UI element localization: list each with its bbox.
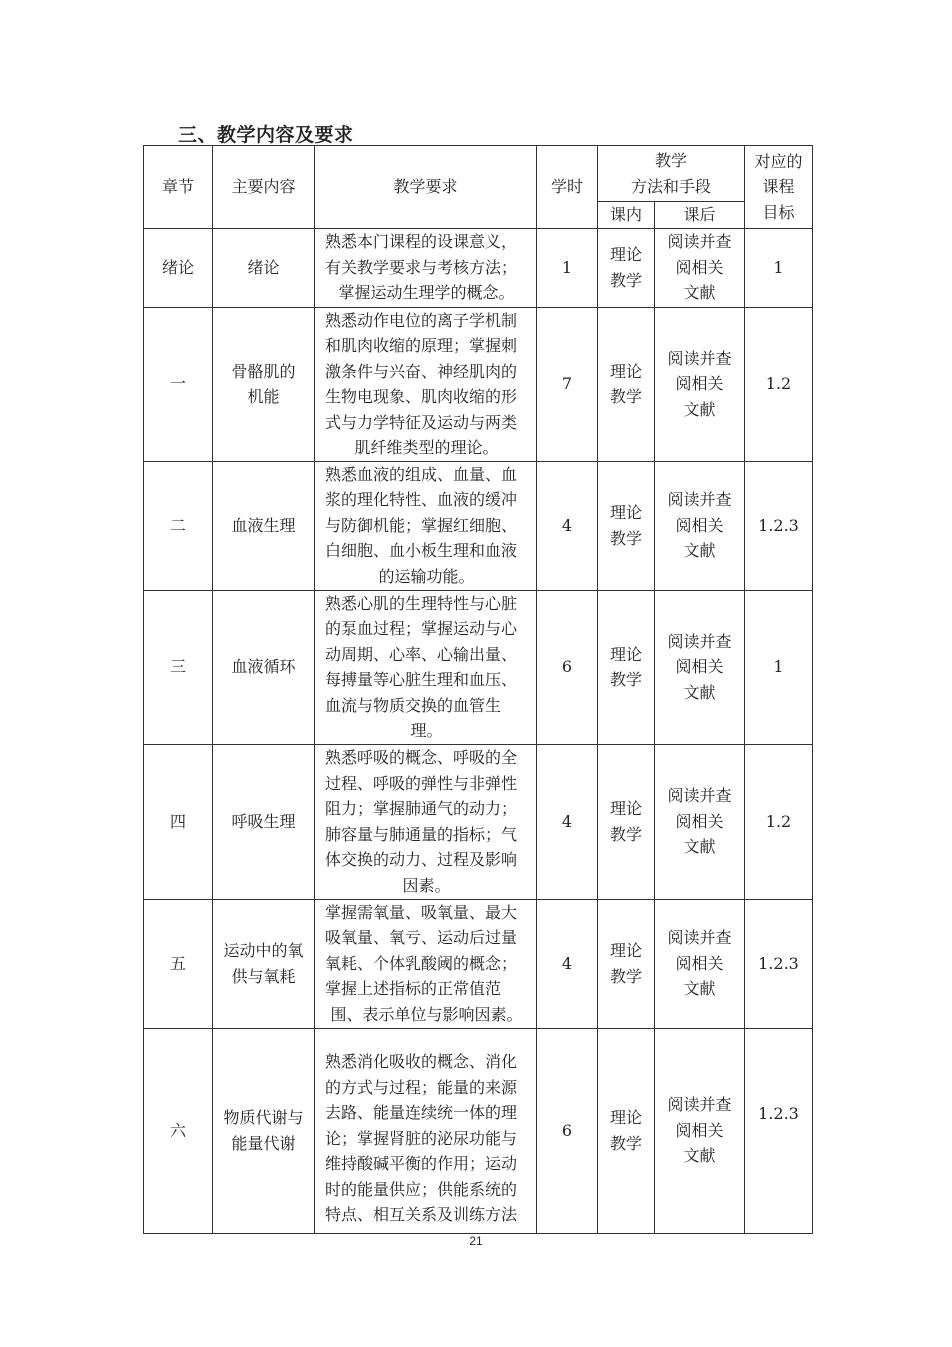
content-cell bbox=[213, 744, 315, 899]
after_class-line: 阅读并查 bbox=[667, 1095, 732, 1115]
in_class-line: 教学 bbox=[609, 966, 642, 986]
req-line: 的泵血过程；掌握运动与心 bbox=[325, 619, 518, 638]
in_class-line: 理论 bbox=[609, 941, 642, 960]
requirement-cell bbox=[315, 307, 537, 461]
req-line: 吸氧量、氧亏、运动后过量 bbox=[325, 928, 518, 948]
requirement-cell bbox=[315, 590, 537, 744]
header-method-line1: 教学 bbox=[654, 151, 687, 170]
req-line: 的运输功能。 bbox=[378, 566, 475, 586]
req-line: 维持酸碱平衡的作用；运动 bbox=[325, 1154, 518, 1174]
req-line: 激条件与兴奋、神经肌肉的 bbox=[325, 361, 518, 381]
after-class-cell bbox=[655, 590, 745, 744]
after_class-line: 阅相关 bbox=[675, 811, 724, 831]
req-line: 熟悉消化吸收的概念、消化 bbox=[325, 1052, 518, 1072]
in-class-cell bbox=[598, 899, 655, 1028]
after_class-line: 文献 bbox=[683, 1146, 716, 1166]
after_class-line: 阅相关 bbox=[675, 515, 724, 535]
chapter-cell: 一 bbox=[144, 307, 213, 461]
req-line: 生物电现象、肌肉收缩的形 bbox=[325, 387, 518, 406]
in_class-line: 理论 bbox=[609, 503, 642, 522]
content-line: 呼吸生理 bbox=[231, 811, 296, 831]
after_class-line: 阅读并查 bbox=[667, 348, 732, 368]
req-line: 的方式与过程；能量的来源 bbox=[325, 1077, 518, 1097]
req-line: 过程、呼吸的弹性与非弹性 bbox=[325, 773, 518, 793]
course-content-table bbox=[143, 145, 813, 1234]
req-line: 浆的理化特性、血液的缓冲 bbox=[325, 490, 518, 510]
req-line: 氧耗、个体乳酸阈的概念； bbox=[325, 953, 518, 973]
content-line: 供与氧耗 bbox=[231, 966, 296, 986]
hours-cell: 1 bbox=[537, 228, 598, 307]
req-line: 熟悉呼吸的概念、呼吸的全 bbox=[325, 748, 518, 767]
req-line: 和肌肉收缩的原理；掌握刺 bbox=[325, 336, 518, 355]
table-row bbox=[144, 228, 813, 307]
goal-cell: 1.2.3 bbox=[745, 461, 813, 590]
content-line: 物质代谢与 bbox=[223, 1108, 304, 1127]
after_class-line: 文献 bbox=[683, 283, 716, 303]
after_class-line: 文献 bbox=[683, 979, 716, 999]
after_class-line: 阅相关 bbox=[675, 257, 724, 277]
goal-cell: 1 bbox=[745, 590, 813, 744]
goal-cell: 1 bbox=[745, 228, 813, 307]
table-row bbox=[144, 461, 813, 590]
content-line: 能量代谢 bbox=[231, 1133, 296, 1153]
req-line: 体交换的动力、过程及影响 bbox=[325, 850, 518, 869]
hours-cell: 6 bbox=[537, 1028, 598, 1233]
table-row bbox=[144, 899, 813, 1028]
hours-cell: 7 bbox=[537, 307, 598, 461]
in_class-line: 教学 bbox=[609, 670, 642, 689]
table-row bbox=[144, 590, 813, 744]
requirement-cell bbox=[315, 1028, 537, 1233]
content-cell bbox=[213, 461, 315, 590]
chapter-cell: 二 bbox=[144, 461, 213, 590]
goal-cell: 1.2 bbox=[745, 744, 813, 899]
requirement-cell bbox=[315, 744, 537, 899]
content-line: 绪论 bbox=[247, 257, 280, 277]
req-line: 理。 bbox=[410, 721, 443, 740]
goal-cell: 1.2.3 bbox=[745, 899, 813, 1028]
header-in-class: 课内 bbox=[598, 202, 655, 229]
header-content: 主要内容 bbox=[213, 146, 315, 229]
after-class-cell bbox=[655, 1028, 745, 1233]
in-class-cell bbox=[598, 307, 655, 461]
req-line: 动周期、心率、心输出量、 bbox=[325, 644, 518, 664]
content-cell bbox=[213, 590, 315, 744]
content-line: 运动中的氧 bbox=[223, 941, 304, 960]
goal-cell: 1.2.3 bbox=[745, 1028, 813, 1233]
content-cell bbox=[213, 899, 315, 1028]
req-line: 血流与物质交换的血管生 bbox=[325, 695, 502, 715]
section-title: 三、教学内容及要求 bbox=[178, 124, 354, 146]
goal-cell: 1.2 bbox=[745, 307, 813, 461]
in-class-cell bbox=[598, 1028, 655, 1233]
requirement-cell bbox=[315, 461, 537, 590]
table-row bbox=[144, 307, 813, 461]
after-class-cell bbox=[655, 307, 745, 461]
in_class-line: 教学 bbox=[609, 1133, 642, 1153]
after_class-line: 阅读并查 bbox=[667, 232, 732, 252]
header-goal-line1: 对应的 bbox=[754, 151, 803, 171]
after_class-line: 阅读并查 bbox=[667, 631, 732, 651]
req-line: 阻力；掌握肺通气的动力； bbox=[325, 799, 518, 818]
chapter-cell: 六 bbox=[144, 1028, 213, 1233]
header-goal bbox=[745, 146, 813, 229]
chapter-cell: 绪论 bbox=[144, 228, 213, 307]
req-line: 熟悉动作电位的离子学机制 bbox=[325, 310, 518, 330]
after-class-cell bbox=[655, 744, 745, 899]
req-line: 围、表示单位与影响因素。 bbox=[330, 1004, 523, 1024]
header-goal-line3: 目标 bbox=[762, 202, 795, 222]
header-method bbox=[598, 146, 745, 202]
chapter-cell: 四 bbox=[144, 744, 213, 899]
after_class-line: 阅相关 bbox=[675, 1120, 724, 1140]
req-line: 论；掌握肾脏的泌尿功能与 bbox=[325, 1128, 518, 1148]
req-line: 因素。 bbox=[402, 875, 451, 895]
after_class-line: 阅相关 bbox=[675, 657, 724, 677]
requirement-cell bbox=[315, 899, 537, 1028]
req-line: 时的能量供应；供能系统的 bbox=[325, 1179, 518, 1199]
content-cell bbox=[213, 307, 315, 461]
content-line: 血液循环 bbox=[231, 657, 296, 677]
after_class-line: 文献 bbox=[683, 682, 716, 702]
in-class-cell bbox=[598, 228, 655, 307]
after-class-cell bbox=[655, 899, 745, 1028]
req-line: 掌握上述指标的正常值范 bbox=[325, 979, 502, 999]
req-line: 熟悉本门课程的设课意义， bbox=[325, 232, 518, 252]
in-class-cell bbox=[598, 590, 655, 744]
after_class-line: 阅相关 bbox=[675, 374, 724, 394]
header-method-line2: 方法和手段 bbox=[630, 176, 711, 196]
after_class-line: 阅相关 bbox=[675, 953, 724, 973]
content-line: 血液生理 bbox=[231, 515, 296, 535]
after-class-cell bbox=[655, 228, 745, 307]
header-after-class: 课后 bbox=[655, 202, 745, 229]
content-line: 机能 bbox=[247, 387, 280, 406]
content-cell bbox=[213, 228, 315, 307]
after_class-line: 阅读并查 bbox=[667, 786, 732, 806]
after_class-line: 文献 bbox=[683, 837, 716, 857]
after_class-line: 阅读并查 bbox=[667, 928, 732, 948]
chapter-cell: 五 bbox=[144, 899, 213, 1028]
in_class-line: 理论 bbox=[609, 799, 642, 818]
table-row bbox=[144, 744, 813, 899]
chapter-cell: 三 bbox=[144, 590, 213, 744]
hours-cell: 4 bbox=[537, 461, 598, 590]
req-line: 特点、相互关系及训练方法 bbox=[325, 1205, 518, 1225]
hours-cell: 4 bbox=[537, 744, 598, 899]
page-number: 21 bbox=[469, 1234, 483, 1248]
header-hours: 学时 bbox=[537, 146, 598, 229]
req-line: 有关教学要求与考核方法； bbox=[325, 257, 518, 277]
after_class-line: 文献 bbox=[683, 541, 716, 561]
req-line: 肌纤维类型的理论。 bbox=[354, 438, 499, 457]
in_class-line: 教学 bbox=[609, 824, 642, 844]
req-line: 与防御机能；掌握红细胞、 bbox=[325, 515, 518, 535]
req-line: 掌握运动生理学的概念。 bbox=[338, 283, 515, 303]
hours-cell: 6 bbox=[537, 590, 598, 744]
in_class-line: 理论 bbox=[609, 1108, 642, 1127]
header-goal-line2: 课程 bbox=[762, 177, 795, 196]
header-chapter: 章节 bbox=[144, 146, 213, 229]
in_class-line: 理论 bbox=[609, 245, 642, 264]
in-class-cell bbox=[598, 744, 655, 899]
req-line: 掌握需氧量、吸氧量、最大 bbox=[325, 902, 518, 922]
after_class-line: 文献 bbox=[683, 399, 716, 419]
hours-cell: 4 bbox=[537, 899, 598, 1028]
in-class-cell bbox=[598, 461, 655, 590]
in_class-line: 理论 bbox=[609, 644, 642, 664]
header-requirement: 教学要求 bbox=[315, 146, 537, 229]
in_class-line: 理论 bbox=[609, 361, 642, 381]
after_class-line: 阅读并查 bbox=[667, 490, 732, 510]
in_class-line: 教学 bbox=[609, 528, 642, 548]
req-line: 去路、能量连续统一体的理 bbox=[325, 1103, 518, 1123]
req-line: 式与力学特征及运动与两类 bbox=[325, 412, 518, 432]
table-row bbox=[144, 1028, 813, 1233]
in_class-line: 教学 bbox=[609, 270, 642, 290]
content-line: 骨骼肌的 bbox=[231, 361, 296, 381]
req-line: 熟悉血液的组成、血量、血 bbox=[325, 464, 518, 484]
req-line: 熟悉心肌的生理特性与心脏 bbox=[325, 593, 518, 613]
req-line: 肺容量与肺通量的指标；气 bbox=[325, 824, 518, 844]
after-class-cell bbox=[655, 461, 745, 590]
req-line: 每搏量等心脏生理和血压、 bbox=[325, 670, 518, 689]
in_class-line: 教学 bbox=[609, 387, 642, 406]
content-cell bbox=[213, 1028, 315, 1233]
requirement-cell bbox=[315, 228, 537, 307]
req-line: 白细胞、血小板生理和血液 bbox=[325, 541, 518, 561]
